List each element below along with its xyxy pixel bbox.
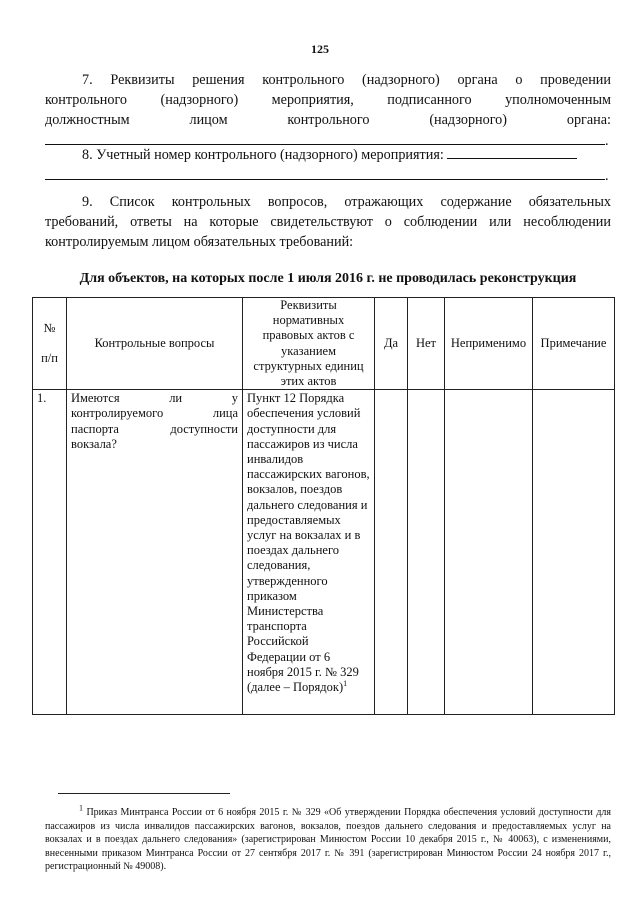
page-number: 125	[311, 42, 329, 56]
table-row	[33, 390, 615, 715]
footnote-mark: 1	[79, 803, 83, 813]
item-9-line-1: 9. Список контрольных вопросов, отражающих содержание обязательных	[82, 194, 611, 210]
item-8-blank-field[interactable]	[45, 165, 605, 180]
header-num	[33, 298, 67, 390]
footnote-ref[interactable]: 1	[343, 678, 348, 688]
item-8-block	[45, 144, 611, 186]
row-yes-cell[interactable]	[375, 390, 408, 715]
item-9-line-2: требований, ответы на которые свидетельствуют о соблюдении или несоблюдении	[45, 214, 611, 230]
footnote	[45, 803, 612, 874]
row-num: 1.	[33, 390, 67, 715]
header-note: Примечание	[533, 298, 615, 390]
footnote-text: Приказ Минтранса России от 6 ноября 2015 г. № 329 «Об утверждении Порядка обеспечения условий доступности для пассажиров из числа инвалидов пассажирских вагонов, вокзалов, поездов дальнего следования и предоставляемых услуг на вокзалах и в поездах дальнего следования» (зарегистрирован Минюстом России 10 декабря 2015 г., № 40063), с изменениями, внесенными приказом Минтранса России от 27 сентября 2017 г. № 391 (зарегистрирован Минюстом России 24 ноября 2017 г., регистрационный № 49008).	[45, 807, 612, 872]
item-7-block	[45, 70, 611, 151]
checklist-table	[32, 297, 615, 715]
header-questions: Контрольные вопросы	[67, 298, 243, 390]
item-9-block	[45, 192, 611, 252]
header-num-pp: п/п	[41, 351, 58, 366]
table-header-row	[33, 298, 615, 390]
item-8-text: 8. Учетный номер контрольного (надзорного) мероприятия:	[82, 147, 444, 163]
header-num-sign: №	[43, 320, 56, 335]
item-7-line-3: должностным лицом контрольного (надзорного) органа:	[45, 112, 611, 128]
header-yes: Да	[375, 298, 408, 390]
item-7-line-1: 7. Реквизиты решения контрольного (надзорного) органа о проведении	[82, 72, 611, 88]
footnote-divider	[58, 793, 230, 794]
section-title: Для объектов, на которых после 1 июля 2016 г. не проводилась реконструкция	[79, 271, 577, 286]
row-requisites	[243, 390, 375, 715]
item-8-number-field[interactable]	[447, 144, 577, 159]
header-no: Нет	[408, 298, 445, 390]
row-question: Имеются ли у контролируемого лица паспорта доступности вокзала?	[67, 390, 243, 715]
item-8-end-dot: .	[605, 168, 609, 184]
item-7-line-2: контрольного (надзорного) мероприятия, подписанного уполномоченным	[45, 92, 611, 108]
item-9-line-3: контролируемым лицом обязательных требований:	[45, 234, 354, 250]
item-8-blank-line	[45, 165, 611, 186]
header-requisites: Реквизиты нормативных правовых актов с указанием структурных единиц этих актов	[243, 298, 375, 390]
item-7-blank-field[interactable]	[45, 130, 605, 145]
row-requisites-text: Пункт 12 Порядка обеспечения условий доступности для пассажиров из числа инвалидов пассажирских вагонов, вокзалов, поездов дальнего следования и предоставляемых услуг на вокзалах и в поездах дальнего следования, утвержденного приказом Министерства транспорта Российской Федерации от 6 ноября 2015 г. № 329 (далее – Порядок)	[247, 391, 370, 695]
item-8-line	[45, 144, 611, 165]
item-7-end-dot: .	[605, 133, 609, 149]
row-note-cell[interactable]	[533, 390, 615, 715]
header-not-applicable: Неприменимо	[445, 298, 533, 390]
row-na-cell[interactable]	[445, 390, 533, 715]
row-no-cell[interactable]	[408, 390, 445, 715]
